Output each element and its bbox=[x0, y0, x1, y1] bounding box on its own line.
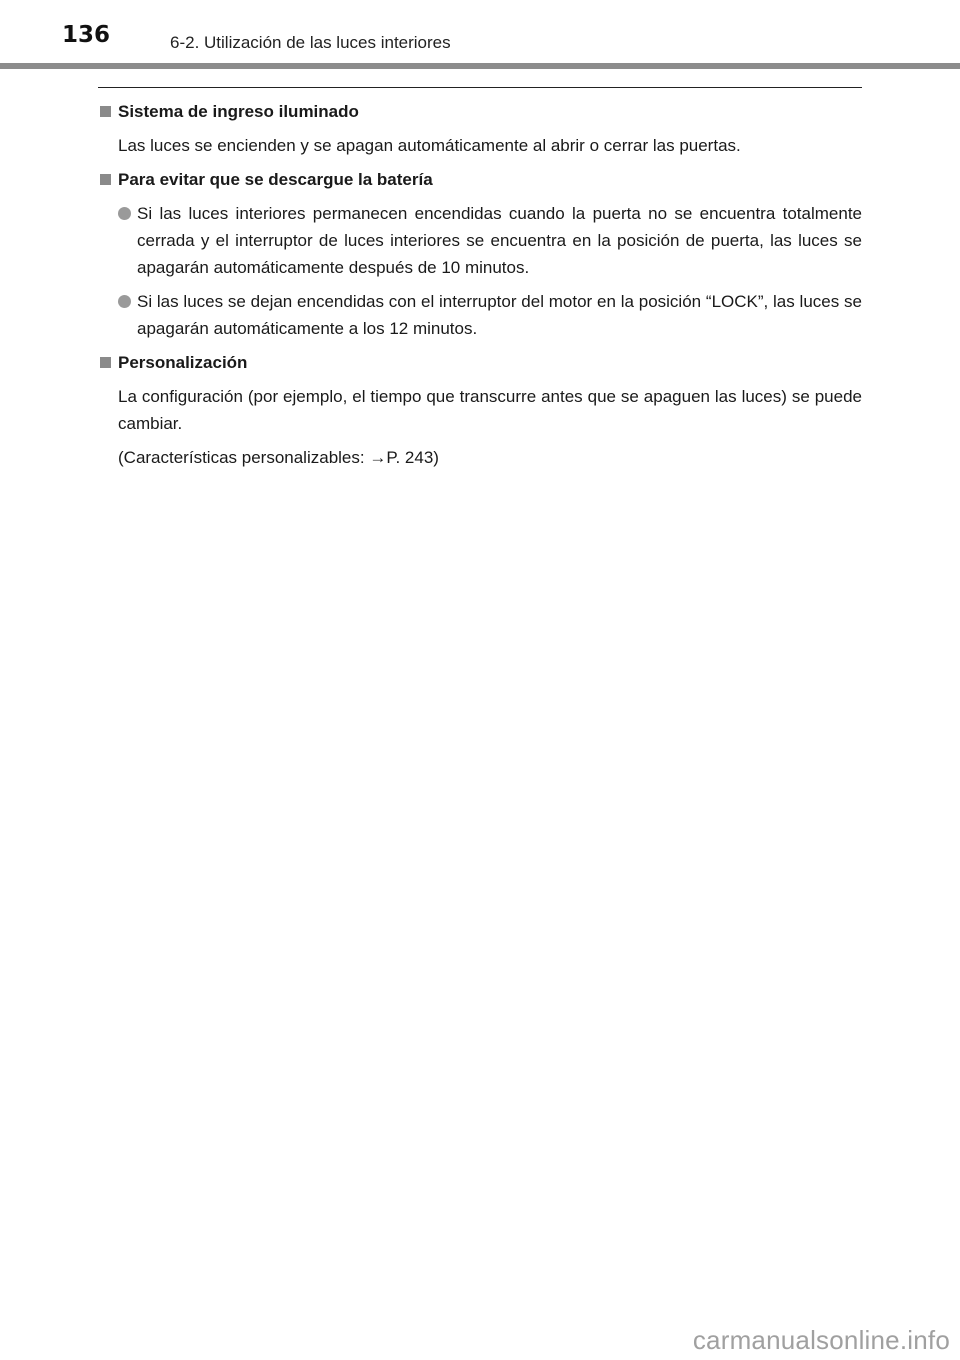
list-item-text: Si las luces interiores permanecen encendidas cuando la puerta no se encuentra totalmente cerrada y el interruptor de luces interiores se encuentra en la posición de puerta, las luces se apagarán automáticamente después de 10 minutos. bbox=[137, 204, 862, 277]
section-illuminated-entry bbox=[98, 98, 862, 159]
watermark: carmanualsonline.info bbox=[692, 1325, 950, 1355]
chapter-title: 6-2. Utilización de las luces interiores bbox=[170, 33, 451, 52]
page-header bbox=[0, 0, 960, 70]
circle-bullet-icon bbox=[118, 207, 131, 220]
section-customization bbox=[98, 349, 862, 471]
square-bullet-icon bbox=[100, 357, 111, 368]
list-item-text: Si las luces se dejan encendidas con el interruptor del motor en la posición “LOCK”, las luces se apagarán automáticamente a los 12 minutos. bbox=[137, 292, 862, 338]
content-top-rule bbox=[98, 87, 862, 88]
square-bullet-icon bbox=[100, 174, 111, 185]
page-number: 136 bbox=[62, 22, 111, 48]
section-heading-text: Para evitar que se descargue la batería bbox=[118, 170, 433, 189]
header-rule bbox=[0, 63, 960, 69]
page-reference: (Características personalizables: →P. 243) bbox=[118, 448, 439, 467]
content bbox=[98, 98, 862, 478]
paragraph: La configuración (por ejemplo, el tiempo que transcurre antes que se apaguen las luces) se puede cambiar. bbox=[118, 387, 862, 433]
section-heading-text: Sistema de ingreso iluminado bbox=[118, 102, 359, 121]
section-heading bbox=[98, 349, 862, 376]
section-battery-saver bbox=[98, 166, 862, 342]
section-heading bbox=[98, 98, 862, 125]
section-heading-text: Personalización bbox=[118, 353, 248, 372]
list-item bbox=[118, 288, 862, 342]
circle-bullet-icon bbox=[118, 295, 131, 308]
section-heading bbox=[98, 166, 862, 193]
paragraph: Las luces se encienden y se apagan automáticamente al abrir o cerrar las puertas. bbox=[118, 136, 741, 155]
list-item bbox=[118, 200, 862, 281]
square-bullet-icon bbox=[100, 106, 111, 117]
